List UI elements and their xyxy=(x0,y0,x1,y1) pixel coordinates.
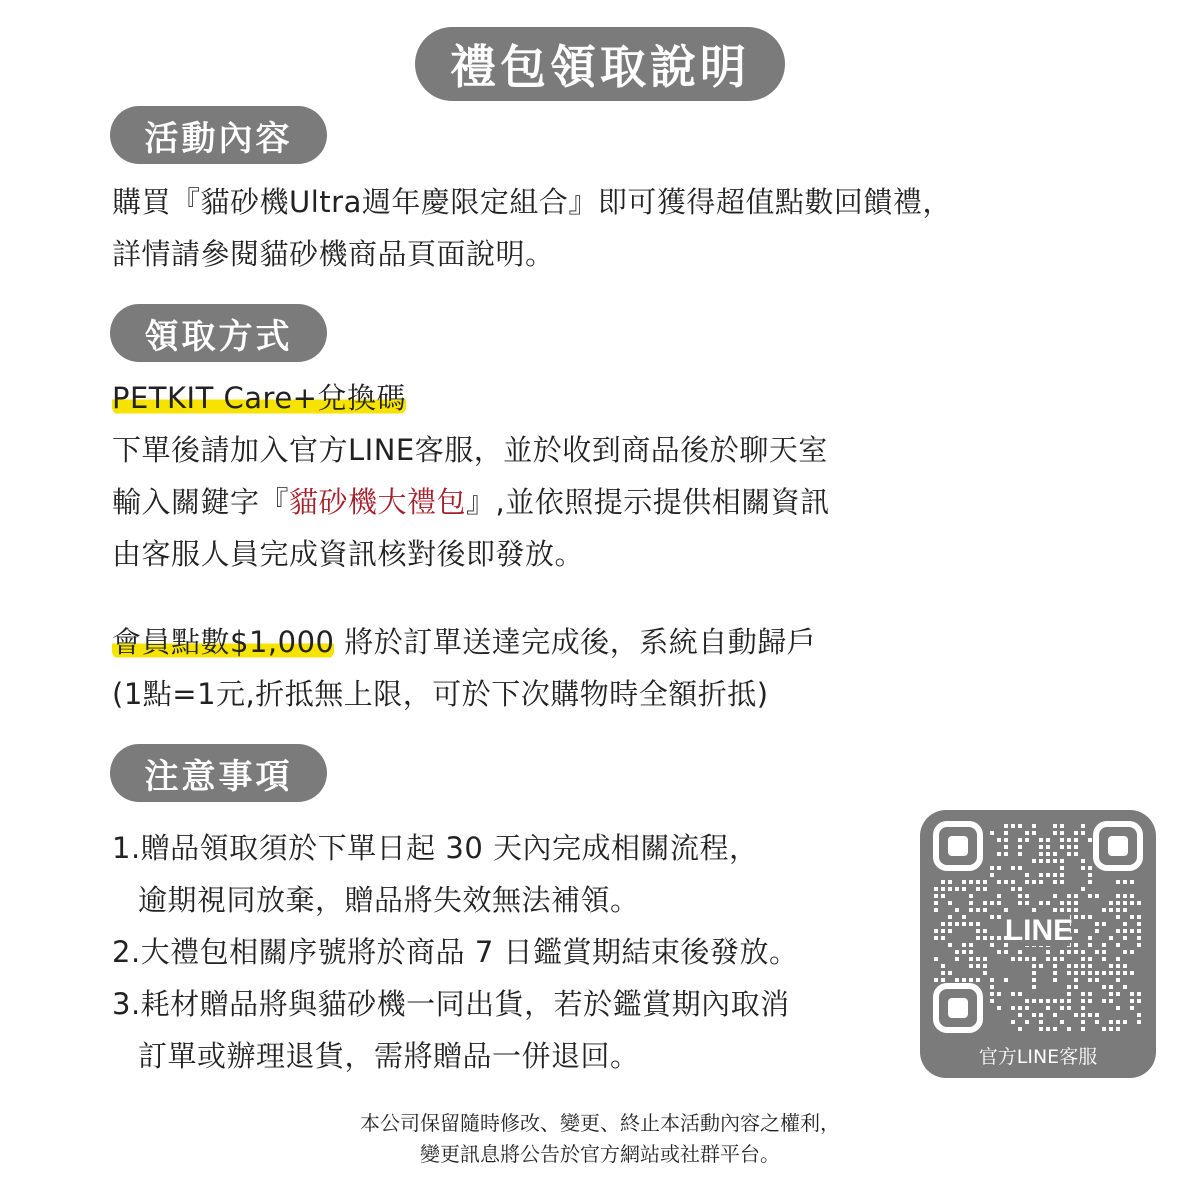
points-note: (1點=1元,折抵無上限，可於下次購物時全額折抵) xyxy=(112,677,769,711)
method-line-3: 由客服人員完成資訊核對後即發放。 xyxy=(112,537,585,571)
page-title: 禮包領取說明 xyxy=(415,27,785,101)
note-2: 2.大禮包相關序號將於商品 7 日鑑賞期結束後發放。 xyxy=(112,935,799,969)
section-heading-notes: 注意事項 xyxy=(110,744,327,802)
line-qr-code[interactable] xyxy=(920,810,1156,1078)
points-line xyxy=(112,616,816,668)
note-1: 1.贈品領取須於下單日起 30 天內完成相關流程， xyxy=(112,831,759,865)
note-1-cont: 逾期視同放棄，贈品將失效無法補領。 xyxy=(138,883,640,917)
section-heading-activity: 活動內容 xyxy=(110,106,327,164)
activity-line-1: 購買『貓砂機Ultra週年慶限定組合』即可獲得超值點數回饋禮， xyxy=(112,185,952,219)
method-line-1: 下單後請加入官方LINE客服，並於收到商品後於聊天室 xyxy=(112,433,828,467)
keyword: 貓砂機大禮包 xyxy=(289,485,467,519)
activity-line-2: 詳情請參閱貓砂機商品頁面說明。 xyxy=(112,237,555,271)
points-highlight: 會員點數$1,000 xyxy=(112,625,335,659)
line-logo-text: LINE xyxy=(1004,914,1074,947)
section-heading-method: 領取方式 xyxy=(110,304,327,362)
redeem-code-title: PETKIT Care+兌換碼 xyxy=(112,381,406,415)
note-3: 3.耗材贈品將與貓砂機一同出貨，若於鑑賞期內取消 xyxy=(112,987,790,1021)
method-line-2-pre: 輸入關鍵字『 xyxy=(112,485,290,519)
footer-line-1: 本公司保留隨時修改、變更、終止本活動內容之權利， xyxy=(360,1111,840,1135)
method-line-2-post: 』,並依照提示提供相關資訊 xyxy=(466,485,830,519)
qr-pattern xyxy=(920,810,1156,1046)
note-3-cont: 訂單或辦理退貨，需將贈品一併退回。 xyxy=(138,1039,640,1073)
qr-label: 官方LINE客服 xyxy=(978,1046,1098,1068)
footer-line-2: 變更訊息將公告於官方網站或社群平台。 xyxy=(420,1142,780,1166)
points-rest: 將於訂單送達完成後，系統自動歸戶 xyxy=(334,625,817,659)
method-line-2 xyxy=(112,476,830,528)
